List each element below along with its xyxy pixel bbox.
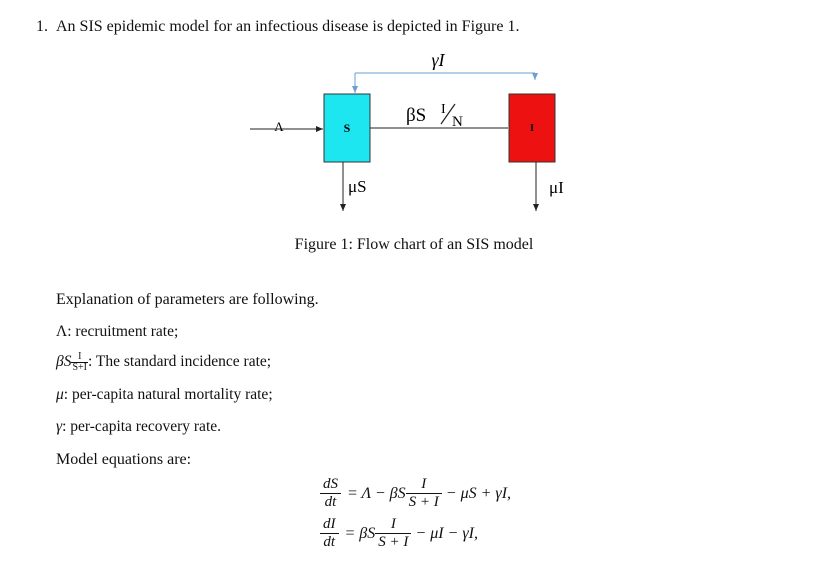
eq2-frac-den: S + I <box>375 533 411 551</box>
param-incidence-fraction <box>71 352 88 373</box>
node-i-label: I <box>529 122 535 134</box>
sis-flow-diagram <box>0 0 828 230</box>
param-mu-desc: : per-capita natural mortality rate; <box>63 386 273 403</box>
eq1-lhs-den: dt <box>320 493 341 511</box>
param-lambda-symbol: Λ <box>56 323 68 340</box>
param-mu <box>56 386 273 404</box>
param-gamma-desc: : per-capita recovery rate. <box>62 418 221 435</box>
eq2-frac-num: I <box>390 516 396 532</box>
infection-frac-den: N <box>452 114 463 130</box>
param-incidence-symbol: βS <box>56 353 72 371</box>
param-incidence-desc: : The standard incidence rate; <box>88 353 272 371</box>
eq1-part2: − μS + γI, <box>445 484 512 502</box>
node-s-label: S <box>343 121 351 135</box>
recovery-label: γI <box>431 50 445 70</box>
question-body: An SIS epidemic model for an infectious disease is depicted in Figure 1. <box>56 18 520 35</box>
param-lambda-desc: : recruitment rate; <box>67 323 179 340</box>
explanation-heading: Explanation of parameters are following. <box>56 291 319 308</box>
equation-di-dt <box>320 516 478 551</box>
param-gamma <box>56 418 221 436</box>
eq2-lhs <box>320 516 339 551</box>
death-i-label: μI <box>549 178 564 197</box>
figure-caption: Figure 1: Flow chart of an SIS model <box>294 236 534 253</box>
param-mu-symbol: μ <box>56 386 64 403</box>
param-gamma-symbol: γ <box>56 418 63 435</box>
eq2-part2: − μI − γI, <box>415 524 478 542</box>
param-incidence <box>56 352 271 373</box>
eq1-frac-num: I <box>421 476 427 492</box>
param-incidence-frac-num: I <box>78 351 82 362</box>
eq2-part1: = βS <box>344 524 376 542</box>
infection-label: βS <box>406 105 427 126</box>
eq1-frac-den: S + I <box>406 493 442 511</box>
eq1-lhs <box>320 476 341 511</box>
eq2-lhs-num: dI <box>323 516 336 532</box>
recruitment-label: Λ <box>274 119 284 134</box>
question-number: 1. <box>36 18 48 35</box>
equation-ds-dt <box>320 476 511 511</box>
eq2-fraction <box>375 516 411 551</box>
eq2-lhs-den: dt <box>320 533 339 551</box>
eq1-fraction <box>406 476 442 511</box>
param-incidence-frac-den: S+I <box>72 362 88 373</box>
eq1-lhs-num: dS <box>323 476 338 492</box>
death-s-label: μS <box>348 177 367 196</box>
infection-frac-num: I <box>441 102 446 117</box>
model-heading: Model equations are: <box>56 451 192 468</box>
recovery-arrow <box>355 73 535 93</box>
param-lambda <box>56 323 178 341</box>
eq1-part1: = Λ − βS <box>347 484 406 502</box>
